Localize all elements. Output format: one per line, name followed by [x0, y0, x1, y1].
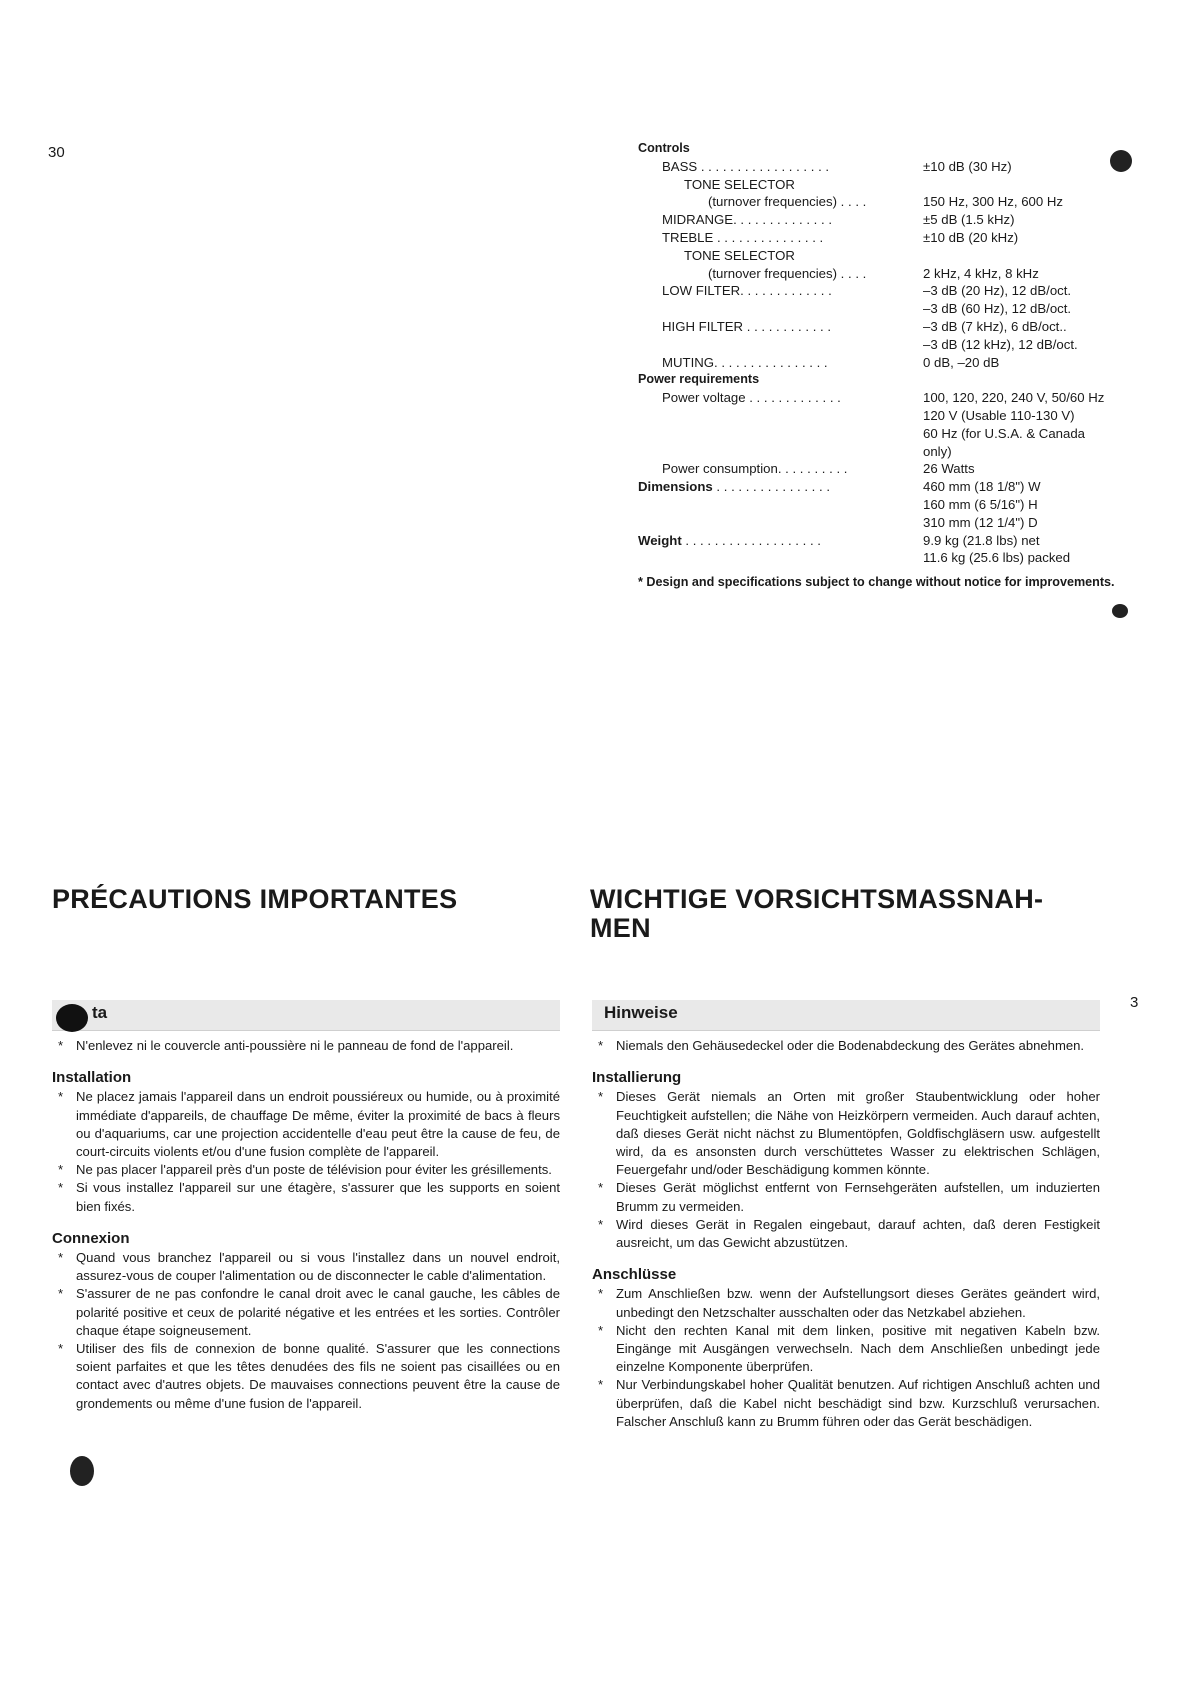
german-bar-label: Hinweise [604, 1003, 678, 1022]
spec-row: HIGH FILTER . . . . . . . . . . . . –3 dB (7 kHz), 6 dB/oct.. [662, 318, 1067, 334]
french-section-bar [52, 1000, 560, 1031]
spec-row: –3 dB (12 kHz), 12 dB/oct. [923, 336, 1078, 352]
spec-row: 160 mm (6 5/16") H [923, 496, 1038, 512]
spec-row: BASS . . . . . . . . . . . . . . . . . . ±10 dB (30 Hz) [662, 158, 1012, 174]
spec-row: Power voltage . . . . . . . . . . . . . 100, 120, 220, 240 V, 50/60 Hz [662, 390, 1105, 406]
list-item: * Si vous installez l'appareil sur une étagère, s'assurer que les supports en soient bien fixés. [52, 1179, 560, 1215]
spec-row: TONE SELECTOR [684, 176, 795, 192]
list-item: * N'enlevez ni le couvercle anti-poussière ni le panneau de fond de l'appareil. [52, 1037, 560, 1055]
list-item: * Dieses Gerät niemals an Orten mit großer Staubentwicklung oder hoher Feuchtigkeit aufstellen; die Nähe von Heizkörpern vermeiden. Auch darauf achten, daß dieses Gerät nicht nächst zu Blumentöpfen, Goldfischgläsern usw. aufgestellt wird, da es ansonsten durch verschüttetes Wasser zu elektrischen Schlägen, Feuergefahr und/oder Beschädigung kommen könnte. [592, 1088, 1100, 1179]
spec-row: (turnover frequencies) . . . . 2 kHz, 4 kHz, 8 kHz [708, 265, 1039, 281]
installierung-heading: Installierung [592, 1069, 682, 1087]
specifications-block [638, 140, 1158, 592]
spec-row: TONE SELECTOR [684, 247, 795, 263]
french-column [52, 1000, 560, 1413]
spec-row: MUTING. . . . . . . . . . . . . . . . 0 dB, –20 dB [662, 354, 1000, 370]
smudge-mark-icon [1112, 604, 1128, 618]
list-item: * Wird dieses Gerät in Regalen eingebaut, darauf achten, daß deren Festigkeit ausreicht, um das Gewicht abzustützen. [592, 1216, 1100, 1252]
german-title: WICHTIGE VORSICHTSMASSNAH-MEN [590, 884, 1044, 943]
french-title: PRÉCAUTIONS IMPORTANTES [52, 884, 458, 914]
page-number-right: 3 [1130, 994, 1139, 1011]
german-column [592, 1000, 1100, 1431]
spec-row: 310 mm (12 1/4") D [923, 514, 1038, 530]
list-item: * Nur Verbindungskabel hoher Qualität benutzen. Auf richtigen Anschluß achten und überprüfen, daß die Kabel nicht beschädigt sind bzw. Kurzschluß verursachen. Falscher Anschluß kann zu Brumm führen oder das Gerät beschädigen. [592, 1376, 1100, 1431]
spec-row: –3 dB (60 Hz), 12 dB/oct. [923, 301, 1072, 317]
controls-heading: Controls [638, 141, 690, 155]
power-requirements-heading: Power requirements [638, 372, 760, 387]
list-item: * Ne pas placer l'appareil près d'un poste de télévision pour éviter les grésillements. [52, 1161, 560, 1179]
installation-heading: Installation [52, 1069, 132, 1087]
ink-blot-icon [70, 1456, 94, 1486]
list-item: * Ne placez jamais l'appareil dans un endroit poussiéreux ou humide, ou à proximité immédiate d'appareils, de chauffage De même, éviter la proximité de bacs à fleurs ou d'aquariums, car une projection accidentelle d'eau peut être la cause de feu, de court-circuits violents et/ou d'une fusion complète de l'appareil. [52, 1088, 560, 1161]
spec-row: TREBLE . . . . . . . . . . . . . . . ±10 dB (20 kHz) [662, 229, 1019, 245]
spec-row-weight: Weight . . . . . . . . . . . . . . . . . . . 9.9 kg (21.8 lbs) net [638, 532, 1040, 548]
list-item: * Nicht den rechten Kanal mit dem linken, positive mit negativen Kabeln bzw. Eingänge mit Ausgängen verwechseln. Nach dem Anschließen unbedingt jede einzelne Komponente überprüfen. [592, 1322, 1100, 1377]
german-section-bar [592, 1000, 1100, 1031]
spec-row: LOW FILTER. . . . . . . . . . . . . –3 dB (20 Hz), 12 dB/oct. [662, 283, 1072, 299]
spec-row: (turnover frequencies) . . . . 150 Hz, 300 Hz, 600 Hz [708, 194, 1064, 210]
list-item: * Zum Anschließen bzw. wenn der Aufstellungsort dieses Gerätes geändert wird, unbedingt den Netzschalter ausschalten oder das Netzkabel abziehen. [592, 1285, 1100, 1321]
list-item: * Quand vous branchez l'appareil ou si vous l'installez dans un nouvel endroit, assurez-vous de couper l'alimentation ou de disconnecter le cable d'alimentation. [52, 1249, 560, 1285]
dimensions-label: Dimensions [638, 479, 713, 495]
page-number-left: 30 [48, 144, 65, 161]
french-bar-label: ta [92, 1003, 108, 1022]
spec-row: 120 V (Usable 110-130 V) [923, 407, 1075, 423]
spec-row: 60 Hz (for U.S.A. & Canada [923, 425, 1085, 441]
list-item: * Niemals den Gehäusedeckel oder die Bodenabdeckung des Gerätes abnehmen. [592, 1037, 1100, 1055]
ink-blot-icon [56, 1004, 88, 1032]
list-item: * S'assurer de ne pas confondre le canal droit avec le canal gauche, les câbles de polarité positive et ceux de polarité négative et les entrées et les sorties. Contrôler chaque étape soigneusement. [52, 1285, 560, 1340]
spec-row: MIDRANGE. . . . . . . . . . . . . . ±5 dB (1.5 kHz) [662, 212, 1015, 228]
anschluesse-heading: Anschlüsse [592, 1266, 677, 1284]
list-item: * Utiliser des fils de connexion de bonne qualité. S'assurer que les connections soient parfaites et que les têtes denudées des fils ne soient pas cisaillées ou en contact avec d'autres objets. De mauvaises connections peuvent être la cause de grondements ou même d'une fusion de l'appareil. [52, 1340, 560, 1413]
spec-row: 11.6 kg (25.6 lbs) packed [923, 550, 1071, 566]
list-item: * Dieses Gerät möglichst entfernt von Fernsehgeräten aufstellen, um induzierten Brumm zu vermeiden. [592, 1179, 1100, 1215]
spec-row: only) [923, 443, 952, 459]
connexion-heading: Connexion [52, 1229, 130, 1247]
spec-row: Power consumption. . . . . . . . . . 26 Watts [662, 461, 975, 477]
specifications-note: * Design and specifications subject to change without notice for improvements. [638, 575, 1115, 590]
weight-label: Weight [638, 532, 682, 548]
spec-row-dimensions: Dimensions . . . . . . . . . . . . . . . . 460 mm (18 1/8") W [638, 479, 1041, 495]
